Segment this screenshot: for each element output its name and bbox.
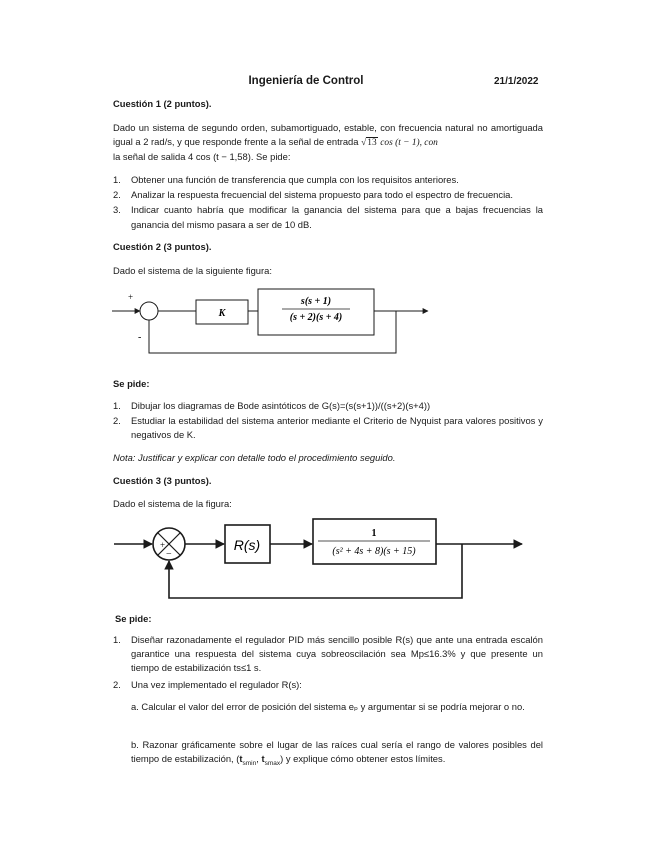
q2-plant-numerator: s(s + 1) (300, 296, 332, 307)
q2-plus-sign: + (128, 292, 134, 302)
q3-plus-sign: + (160, 540, 166, 550)
q1-input-rest: cos (t − 1), con (380, 138, 438, 149)
q3-se-pide: Se pide: (115, 613, 152, 624)
q3-minus-sign: − (166, 549, 172, 560)
list-item: 1. Dibujar los diagramas de Bode asintóticos de G(s)=(s(s+1))/((s+2)(s+4)) (113, 400, 431, 411)
q3-sub-a: a. Calcular el valor del error de posición del sistema eₚ y argumentar si se podría mejorar o no. (131, 701, 525, 712)
q2-heading: Cuestión 2 (3 puntos). (113, 241, 212, 252)
q3-plant-numerator: 1 (371, 528, 377, 539)
q2-list (113, 399, 543, 444)
q2-note: Nota: Justificar y explicar con detalle todo el procedimiento seguido. (113, 452, 396, 463)
q2-summing-junction (140, 302, 158, 320)
q3-sub-b: b. Razonar gráficamente sobre el lugar de las raíces cual sería el rango de valores posibles del tiempo de estabilización, ($t_{smin}$, $t_{smax}$) y explique cómo obtener estos límites. (131, 739, 543, 768)
q3-block-diagram (110, 514, 530, 604)
q1-input-sqrt: √13 (361, 138, 377, 149)
q1-intro-b: la señal de salida 4 cos (t − 1,58). Se pide: (113, 151, 291, 163)
q1-intro (113, 121, 543, 165)
q2-plant-denominator: (s + 2)(s + 4) (289, 312, 343, 323)
q3-intro: Dado el sistema de la figura: (113, 498, 232, 509)
page-title: Ingeniería de Control (248, 75, 364, 87)
q1-intro-a: Dado un sistema de segundo orden, subamortiguado, estable, con frecuencia natural no amortiguada igual a 2 rad/s, y que responde frente a la señal de entrada (113, 122, 543, 148)
q3-feedback-path (169, 544, 462, 598)
exam-date: 21/1/2022 (494, 76, 539, 87)
q1-list (113, 173, 543, 233)
q2-se-pide: Se pide: (113, 378, 150, 389)
list-item: 2. Una vez implementado el regulador R(s): (113, 678, 302, 690)
q3-heading: Cuestión 3 (3 puntos). (113, 475, 212, 486)
q3-list (113, 633, 543, 693)
list-item: 2. Analizar la respuesta frecuencial del sistema propuesto para todo el espectro de frecuencia. (113, 189, 513, 201)
q3-controller-label: R(s) (233, 537, 261, 553)
q2-block-diagram (110, 282, 440, 360)
q2-feedback-path (149, 311, 396, 353)
q2-intro: Dado el sistema de la siguiente figura: (113, 265, 272, 276)
list-item: 1. Diseñar razonadamente el regulador PID más sencillo posible R(s) que ante una entrada escalón garantice una respuesta del sistema cuya sobreoscilación sea Mp≤16.3% y que presente un tiempo de estabilización ts≤1 s. (113, 634, 543, 674)
q3-plant-denominator: (s² + 4s + 8)(s + 15) (332, 546, 416, 557)
q2-gain-label: K (218, 308, 226, 319)
list-item: 2. Estudiar la estabilidad del sistema anterior mediante el Criterio de Nyquist para valores positivos y negativos de K. (113, 415, 543, 441)
list-item: 3. Indicar cuanto habría que modificar la ganancia del sistema para que a bajas frecuencias la ganancia del mismo pasara a ser de 10 dB. (113, 204, 543, 230)
q2-minus-sign: - (138, 332, 142, 343)
q3-plant-block (313, 519, 436, 564)
q1-heading: Cuestión 1 (2 puntos). (113, 98, 212, 109)
list-item: 1. Obtener una función de transferencia que cumpla con los requisitos anteriores. (113, 174, 459, 185)
